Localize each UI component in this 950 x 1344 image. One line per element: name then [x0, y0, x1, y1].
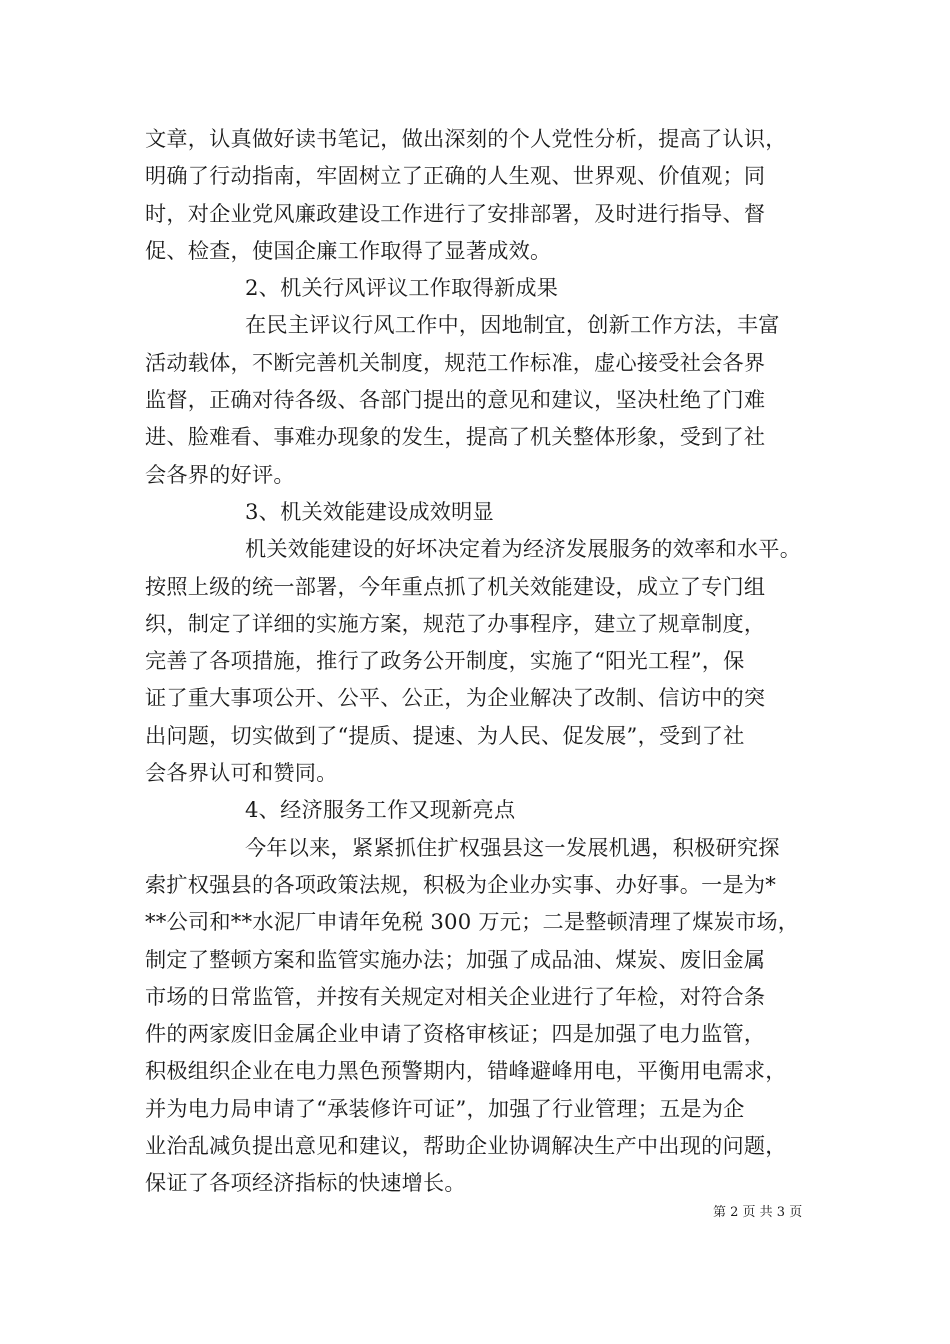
text-line: **公司和**水泥厂申请年免税 300 万元；二是整顿清理了煤炭市场， — [145, 909, 800, 935]
section-heading-3 — [145, 493, 810, 530]
text-line: 会各界的好评。 — [145, 461, 295, 487]
text-line: 证了重大事项公开、公平、公正，为企业解决了改制、信访中的突 — [145, 685, 766, 711]
document-body — [145, 120, 810, 1202]
text-line: 明确了行动指南，牢固树立了正确的人生观、世界观、价值观；同 — [145, 163, 766, 189]
text-line: 监督，正确对待各级、各部门提出的意见和建议，坚决杜绝了门难 — [145, 387, 766, 413]
text-line: 会各界认可和赞同。 — [145, 760, 338, 786]
text-line: 并为电力局申请了“承装修许可证”，加强了行业管理；五是为企 — [145, 1095, 745, 1121]
paragraph-section-3 — [145, 530, 810, 791]
section-heading-4 — [145, 791, 810, 828]
text-line: 文章，认真做好读书笔记，做出深刻的个人党性分析，提高了认识， — [145, 126, 787, 151]
text-line: 市场的日常监管，并按有关规定对相关企业进行了年检，对符合条 — [145, 983, 766, 1009]
section-heading-2 — [145, 269, 810, 306]
text-line: 织，制定了详细的实施方案，规范了办事程序，建立了规章制度， — [145, 610, 766, 636]
page-number-footer: 第 2 页 共 3 页 — [713, 1205, 803, 1220]
text-line: 今年以来，紧紧抓住扩权强县这一发展机遇，积极研究探 — [245, 834, 780, 860]
text-line: 积极组织企业在电力黑色预警期内，错峰避峰用电，平衡用电需求， — [145, 1058, 787, 1084]
text-line: 活动载体，不断完善机关制度，规范工作标准，虚心接受社会各界 — [145, 349, 766, 375]
text-line: 制定了整顿方案和监管实施办法；加强了成品油、煤炭、废旧金属 — [145, 946, 766, 972]
text-line: 进、脸难看、事难办现象的发生，提高了机关整体形象，受到了社 — [145, 424, 766, 450]
text-line: 完善了各项措施，推行了政务公开制度，实施了“阳光工程”，保 — [145, 648, 745, 674]
text-line: 促、检查，使国企廉工作取得了显著成效。 — [145, 237, 552, 263]
heading-line: 3、机关效能建设成效明显 — [245, 498, 494, 524]
paragraph-section-2 — [145, 306, 810, 492]
heading-line: 2、机关行风评议工作取得新成果 — [245, 275, 559, 301]
text-line: 机关效能建设的好坏决定着为经济发展服务的效率和水平。 — [245, 536, 802, 562]
heading-line: 4、经济服务工作又现新亮点 — [245, 797, 516, 823]
paragraph-intro — [145, 120, 810, 269]
text-line: 件的两家废旧金属企业申请了资格审核证；四是加强了电力监管， — [145, 1021, 766, 1047]
text-line: 时，对企业党风廉政建设工作进行了安排部署，及时进行指导、督 — [145, 200, 766, 226]
text-line: 索扩权强县的各项政策法规，积极为企业办实事、办好事。一是为* — [145, 871, 777, 897]
text-line: 出问题，切实做到了“提质、提速、为人民、促发展”，受到了社 — [145, 722, 745, 748]
text-line: 保证了各项经济指标的快速增长。 — [145, 1170, 466, 1196]
text-line: 业治乱减负提出意见和建议，帮助企业协调解决生产中出现的问题， — [145, 1133, 787, 1159]
text-line: 按照上级的统一部署，今年重点抓了机关效能建设，成立了专门组 — [145, 573, 766, 599]
text-line: 在民主评议行风工作中，因地制宜，创新工作方法，丰富 — [245, 312, 780, 338]
paragraph-section-4 — [145, 829, 810, 1202]
